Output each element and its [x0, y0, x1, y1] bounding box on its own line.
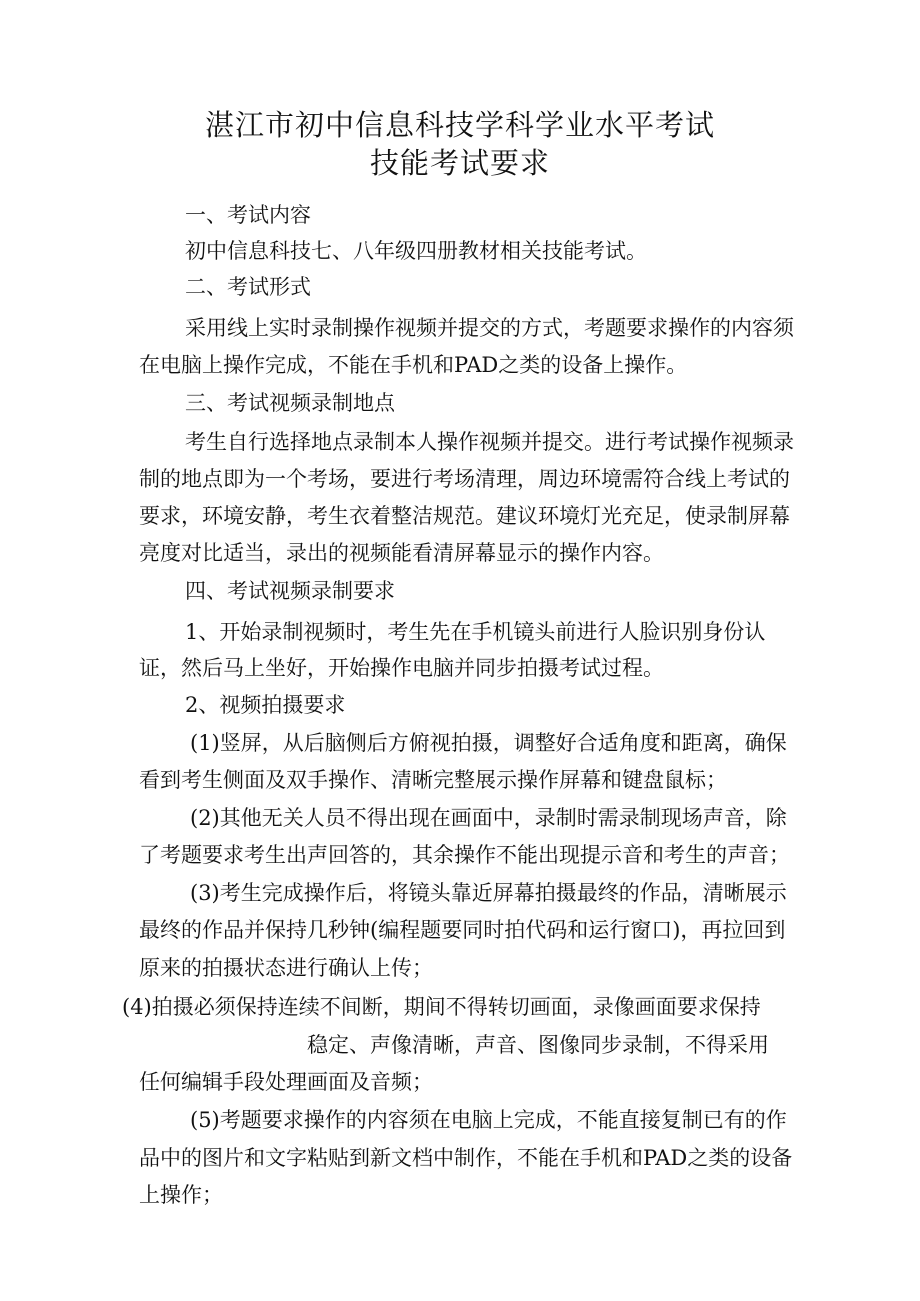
paragraph-line: 1、开始录制视频时，考生先在手机镜头前进行人脸识别身份认 — [185, 620, 766, 644]
paragraph-line: 了考题要求考生出声回答的，其余操作不能出现提示音和考生的声音； — [139, 843, 790, 867]
paragraph-line: 要求，环境安静，考生衣着整洁规范。建议环境灯光充足，使录制屏幕 — [139, 504, 790, 528]
paragraph-line: 证，然后马上坐好，开始操作电脑并同步拍摄考试过程。 — [139, 656, 664, 680]
paragraph-line: 初中信息科技七、八年级四册教材相关技能考试。 — [185, 239, 647, 263]
paragraph-line: (3)考生完成操作后，将镜头靠近屏幕拍摄最终的作品，清晰展示 — [190, 881, 787, 905]
paragraph-line: 最终的作品并保持几秒钟(编程题要同时拍代码和运行窗口)，再拉回到 — [139, 918, 786, 942]
paragraph-line: 稳定、声像清晰，声音、图像同步录制，不得采用 — [307, 1033, 769, 1057]
paragraph-line: 在电脑上操作完成，不能在手机和PAD之类的设备上操作。 — [139, 353, 688, 377]
paragraph-line: (1)竖屏，从后脑侧后方俯视拍摄，调整好合适角度和距离，确保 — [190, 731, 787, 755]
paragraph-line: 品中的图片和文字粘贴到新文档中制作，不能在手机和PAD之类的设备 — [139, 1146, 793, 1170]
section-heading-form: 二、考试形式 — [185, 275, 311, 299]
section-heading-requirements: 四、考试视频录制要求 — [185, 579, 395, 603]
paragraph-line: 采用线上实时录制操作视频并提交的方式，考题要求操作的内容须 — [185, 316, 794, 340]
paragraph-line: (2)其他无关人员不得出现在画面中，录制时需录制现场声音，除 — [190, 806, 787, 830]
paragraph-line: 看到考生侧面及双手操作、清晰完整展示操作屏幕和键盘鼠标； — [139, 768, 727, 792]
paragraph-line: (5)考题要求操作的内容须在电脑上完成，不能直接复制已有的作 — [190, 1108, 787, 1132]
document-title: 湛江市初中信息科技学科学业水平考试 — [204, 108, 715, 142]
paragraph-line: (4)拍摄必须保持连续不间断，期间不得转切画面，录像画面要求保持 — [122, 995, 761, 1019]
paragraph-line: 制的地点即为一个考场，要进行考场清理，周边环境需符合线上考试的 — [139, 467, 790, 491]
paragraph-line: 亮度对比适当，录出的视频能看清屏幕显示的操作内容。 — [139, 541, 664, 565]
section-heading-location: 三、考试视频录制地点 — [185, 391, 395, 415]
document-subtitle: 技能考试要求 — [369, 146, 550, 180]
subsection-heading: 2、视频拍摄要求 — [185, 693, 346, 717]
paragraph-line: 任何编辑手段处理画面及音频； — [139, 1070, 433, 1094]
paragraph-line: 上操作； — [139, 1183, 223, 1207]
paragraph-line: 考生自行选择地点录制本人操作视频并提交。进行考试操作视频录 — [185, 430, 794, 454]
section-heading-content: 一、考试内容 — [185, 203, 311, 227]
paragraph-line: 原来的拍摄状态进行确认上传； — [139, 956, 433, 980]
